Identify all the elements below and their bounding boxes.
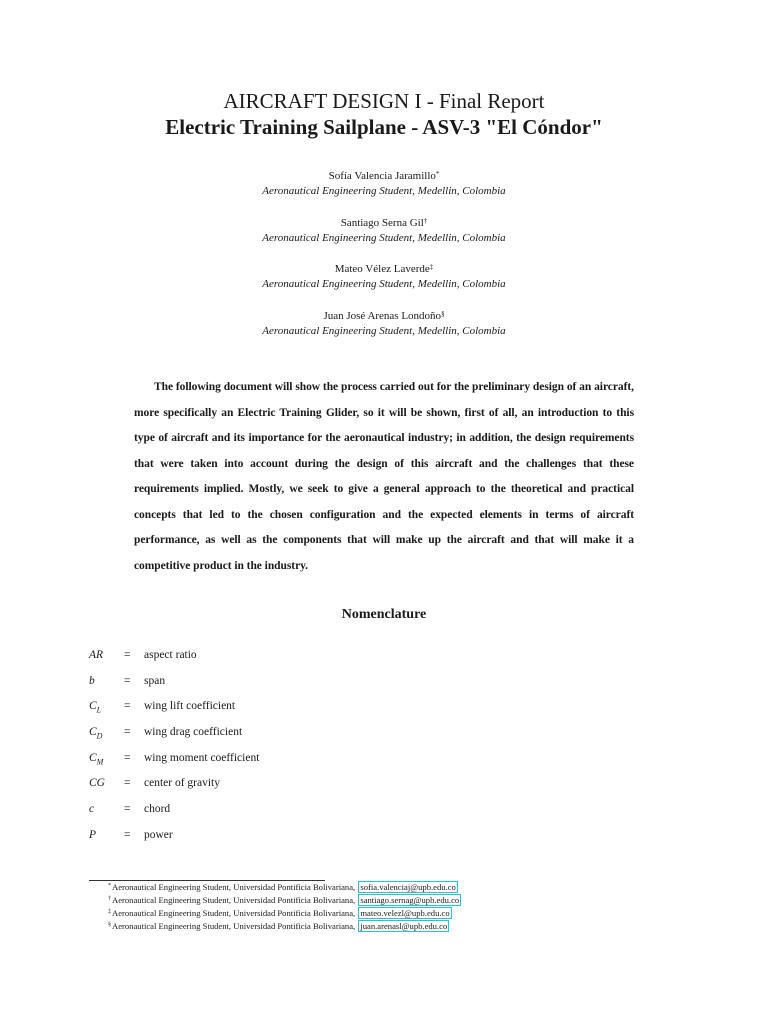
author-footnote-mark[interactable]: § (441, 310, 445, 318)
author-name: Juan José Arenas Londoño (323, 310, 442, 322)
title-line-2: Electric Training Sailplane - ASV-3 "El Cóndor" (165, 115, 603, 139)
equals-sign: = (124, 803, 131, 815)
nomenclature-row (0, 777, 768, 795)
footnote (108, 907, 452, 920)
equals-sign: = (124, 726, 131, 738)
equals-sign: = (124, 777, 131, 789)
author-name: Santiago Serna Gil (340, 217, 424, 229)
email-link[interactable]: santiago.sernag@upb.edu.co (360, 895, 460, 905)
footnote-mark: ‡ (108, 909, 111, 915)
equals-sign: = (124, 700, 131, 712)
nomenclature-row (0, 700, 768, 718)
nomenclature-definition: wing lift coefficient (144, 700, 236, 712)
author-footnote-mark[interactable]: † (423, 217, 428, 225)
nomenclature-symbol: b (89, 675, 95, 687)
equals-sign: = (124, 752, 131, 764)
author-block (0, 262, 768, 292)
title-line-1: AIRCRAFT DESIGN I - Final Report (223, 89, 545, 113)
author-affiliation: Aeronautical Engineering Student, Medellin, Colombia (262, 325, 506, 337)
author-block (0, 216, 768, 246)
equals-sign: = (124, 675, 131, 687)
nomenclature-row (0, 726, 768, 744)
footnote-text: Aeronautical Engineering Student, Universidad Pontificia Bolivariana, (112, 908, 356, 918)
nomenclature-row (0, 649, 768, 667)
email-link[interactable]: juan.arenasl@upb.edu.co (360, 921, 448, 931)
nomenclature-symbol: CG (89, 777, 105, 789)
nomenclature-symbol: P (89, 829, 97, 841)
nomenclature-symbol: $C_D$ (89, 726, 103, 741)
footnote-mark: § (108, 922, 111, 928)
author-name: Mateo Vélez Laverde (334, 263, 430, 275)
footnote-text: Aeronautical Engineering Student, Universidad Pontificia Bolivariana, (112, 921, 356, 931)
footnote-mark: † (108, 896, 111, 902)
nomenclature-definition: aspect ratio (144, 649, 197, 661)
author-name: Sofía Valencia Jaramillo (328, 170, 436, 182)
author-footnote-mark[interactable]: ‡ (429, 263, 434, 271)
nomenclature-definition: wing moment coefficient (144, 752, 260, 764)
author-block (0, 169, 768, 199)
email-link[interactable]: sofia.valenciaj@upb.edu.co (360, 882, 456, 892)
footnote (108, 894, 461, 907)
footnote (108, 881, 458, 894)
nomenclature-definition: span (144, 675, 166, 687)
email-link[interactable]: mateo.velezl@upb.edu.co (360, 908, 450, 918)
nomenclature-symbol: AR (89, 649, 104, 661)
nomenclature-symbol: $C_M$ (89, 752, 104, 767)
nomenclature-row (0, 752, 768, 770)
author-footnote-mark[interactable]: * (435, 170, 440, 178)
nomenclature-row (0, 803, 768, 821)
nomenclature-symbol: c (89, 803, 95, 815)
equals-sign: = (124, 649, 131, 661)
paper-title (0, 88, 768, 140)
nomenclature-row (0, 829, 768, 847)
nomenclature-row (0, 675, 768, 693)
equals-sign: = (124, 829, 131, 841)
author-affiliation: Aeronautical Engineering Student, Medellin, Colombia (262, 232, 506, 244)
footnote-text: Aeronautical Engineering Student, Universidad Pontificia Bolivariana, (112, 895, 356, 905)
author-block (0, 309, 768, 339)
footnote-mark: * (108, 883, 111, 889)
nomenclature-heading: Nomenclature (341, 607, 427, 622)
author-affiliation: Aeronautical Engineering Student, Medellin, Colombia (262, 185, 506, 197)
footnote-text: Aeronautical Engineering Student, Universidad Pontificia Bolivariana, (112, 882, 356, 892)
footnote (108, 920, 449, 933)
nomenclature-definition: wing drag coefficient (144, 726, 243, 738)
nomenclature-symbol: $C_L$ (89, 700, 102, 715)
nomenclature-definition: chord (144, 803, 171, 815)
nomenclature-definition: power (144, 829, 173, 841)
nomenclature-definition: center of gravity (144, 777, 220, 789)
author-affiliation: Aeronautical Engineering Student, Medellin, Colombia (262, 278, 506, 290)
abstract: The following document will show the process carried out for the preliminary design of an aircraft, more specifically an Electric Training Glider, so it will be shown, first of all, an introduction to this type of aircraft and its importance for the aeronautical industry; in addition, the design requirements that were taken into account during the design of this aircraft and the challenges that these requirements implied. Mostly, we seek to give a general approach to the theoretical and practical concepts that led to the chosen configuration and the expected elements in terms of aircraft performance, as well as the components that will make up the aircraft and that will make it a competitive product in the industry. (134, 381, 634, 572)
